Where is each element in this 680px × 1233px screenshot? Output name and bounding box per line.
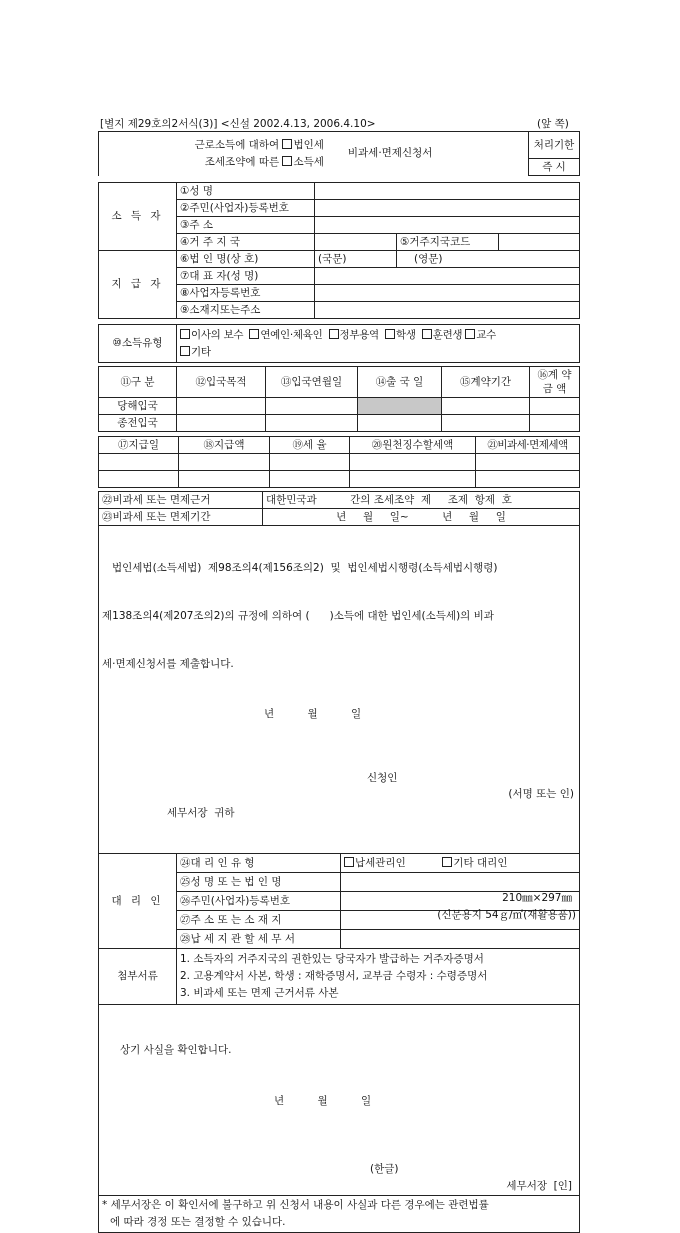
income-type-label: ⑩소득유형: [99, 325, 177, 363]
agent-tax-office-label: ㉘납 세 지 관 할 세 무 서: [177, 930, 341, 949]
opt-student-checkbox[interactable]: [385, 329, 395, 339]
residence-country-field[interactable]: [315, 234, 397, 251]
paper-spec: (신문용지 54ｇ/㎡(재활용품)): [437, 909, 576, 921]
payer-label: 지 급 자: [99, 251, 177, 319]
entry-cell[interactable]: [266, 398, 358, 415]
form-number: [별지 제29호의2서식(3)] <신설 2002.4.13, 2006.4.10>: [100, 118, 376, 130]
income-tax-label: 소득세: [293, 155, 324, 168]
confirm-chief: 세무서장 [인]: [506, 1180, 573, 1192]
addressee: 세무서장 귀하: [167, 807, 235, 819]
attachment-item: 1. 소득자의 거주지국의 권한있는 당국자가 발급하는 거주자증명서: [180, 953, 484, 965]
confirm-hangul: (한글): [370, 1163, 399, 1175]
confirm-text: 상기 사실을 확인합니다.: [120, 1044, 232, 1056]
opt-professor-checkbox[interactable]: [465, 329, 475, 339]
note-line1: * 세무서장은 이 확인서에 불구하고 위 신청서 내용이 사실과 다른 경우에는 관련법률: [102, 1199, 489, 1211]
main-table: [98, 491, 580, 1233]
page-side: (앞 쪽): [537, 118, 569, 130]
attachments-list: [177, 949, 580, 1005]
other-agent-label: 기타 대리인: [453, 856, 508, 869]
attachment-item: 3. 비과세 또는 면제 근거서류 사본: [180, 987, 339, 999]
other-agent-checkbox[interactable]: [442, 857, 452, 867]
opt-entertainer: 연예인·체육인: [260, 328, 323, 341]
opt-entertainer-checkbox[interactable]: [249, 329, 259, 339]
agent-tax-office-field[interactable]: [341, 930, 580, 949]
paper-size: 210㎜×297㎜: [502, 892, 572, 904]
pay-header-exempt: ㉑비과세·면제세액: [476, 437, 580, 454]
agent-id-label: ㉖주민(사업자)등록번호: [177, 892, 341, 911]
entry-cell[interactable]: [442, 415, 530, 432]
name-field[interactable]: [315, 183, 580, 200]
opt-trainee: 훈련생: [432, 328, 463, 341]
representative-field[interactable]: [315, 268, 580, 285]
opt-trainee-checkbox[interactable]: [422, 329, 432, 339]
note-line2: 에 따라 경정 또는 결정할 수 있습니다.: [110, 1216, 286, 1228]
pay-cell[interactable]: [179, 454, 270, 471]
pay-cell[interactable]: [350, 454, 476, 471]
korean-label: (국문): [318, 252, 347, 265]
title-cell: [99, 132, 529, 176]
pay-header-date: ⑰지급일: [99, 437, 179, 454]
pay-cell[interactable]: [99, 471, 179, 488]
korean-name-field[interactable]: [315, 251, 397, 268]
opt-gov-service-checkbox[interactable]: [329, 329, 339, 339]
basis-text: 대한민국과 간의 조세조약 제 조제 항제 호: [263, 492, 580, 509]
entry-row-current-label: 당해입국: [99, 398, 177, 415]
entry-cell[interactable]: [177, 415, 266, 432]
income-type-options: [177, 325, 580, 363]
confirm-cell: [99, 1005, 580, 1196]
tax-agent-label: 납세관리인: [355, 856, 406, 869]
entry-header-entry-date: ⑬입국연월일: [266, 367, 358, 398]
processing-period-value: 즉 시: [529, 159, 580, 176]
residence-code-field[interactable]: [499, 234, 580, 251]
entry-header-contract-period: ⑮계약기간: [442, 367, 530, 398]
pay-cell[interactable]: [179, 471, 270, 488]
agent-name-field[interactable]: [341, 873, 580, 892]
english-label: (영문): [414, 252, 443, 265]
agent-label: 대 리 인: [99, 854, 177, 949]
corp-tax-checkbox[interactable]: [282, 139, 292, 149]
pay-cell[interactable]: [350, 471, 476, 488]
entry-header-departure: ⑭출 국 일: [358, 367, 442, 398]
title-table: [98, 131, 580, 176]
english-name-field[interactable]: [397, 251, 580, 268]
payer-location-field[interactable]: [315, 302, 580, 319]
agent-name-label: ㉕성 명 또 는 법 인 명: [177, 873, 341, 892]
attachment-item: 2. 고용계약서 사본, 학생 : 재학증명서, 교부금 수령자 : 수령증명서: [180, 970, 488, 982]
corp-tax-label: 법인세: [293, 138, 324, 151]
entry-header-purpose: ⑫입국목적: [177, 367, 266, 398]
pay-header-withholding: ⑳원천징수할세액: [350, 437, 476, 454]
pay-header-amount: ⑱지급액: [179, 437, 270, 454]
id-no-field[interactable]: [315, 200, 580, 217]
entry-table: [98, 366, 580, 432]
opt-other-checkbox[interactable]: [180, 346, 190, 356]
opt-gov-service: 정부용역: [339, 328, 379, 341]
period-text: 년 월 일~ 년 월 일: [263, 509, 580, 526]
entry-row-previous-label: 종전입국: [99, 415, 177, 432]
opt-director-checkbox[interactable]: [180, 329, 190, 339]
agent-type-label: ㉔대 리 인 유 형: [177, 854, 341, 873]
title-line2-prefix: 조세조약에 따른: [204, 155, 280, 168]
basis-label: ㉒비과세 또는 면제근거: [99, 492, 263, 509]
opt-professor: 교수: [476, 328, 497, 341]
entry-cell[interactable]: [266, 415, 358, 432]
address-field[interactable]: [315, 217, 580, 234]
attachments-label: 첨부서류: [99, 949, 177, 1005]
entry-header-contract-amount: ⑯계 약 금 액: [530, 367, 580, 398]
entry-header-type: ⑪구 분: [99, 367, 177, 398]
opt-other: 기타: [191, 345, 211, 358]
sign-label: (서명 또는 인): [508, 788, 575, 800]
declaration-line1: 법인세법(소득세법) 제98조의4(제156조의2) 및 법인세법시행령(소득세법시행령): [112, 562, 498, 574]
parties-table: [98, 182, 580, 319]
agent-type-options: [341, 854, 580, 873]
payer-location-label: ⑨소재지또는주소: [177, 302, 315, 319]
biz-no-label: ⑧사업자등록번호: [177, 285, 315, 302]
opt-student: 학생: [395, 328, 416, 341]
declaration-line3: 세·면제신청서를 제출합니다.: [102, 658, 234, 670]
entry-cell[interactable]: [530, 398, 580, 415]
income-type-table: [98, 324, 580, 363]
name-label: ①성 명: [177, 183, 315, 200]
note-cell: [99, 1196, 580, 1233]
income-tax-checkbox[interactable]: [282, 156, 292, 166]
entry-cell[interactable]: [177, 398, 266, 415]
address-label: ③주 소: [177, 217, 315, 234]
processing-period-label: 처리기한: [529, 132, 580, 159]
applicant-label: 신청인: [367, 772, 398, 784]
corp-name-label: ⑥법 인 명(상 호): [177, 251, 315, 268]
form-title: 비과세·면제신청서: [347, 147, 433, 160]
opt-director: 이사의 보수: [191, 328, 244, 341]
pay-cell[interactable]: [270, 454, 350, 471]
pay-cell[interactable]: [476, 471, 580, 488]
confirm-date: 년 월 일: [274, 1095, 372, 1107]
agent-address-label: ㉗주 소 또 는 소 재 지: [177, 911, 341, 930]
entry-cell[interactable]: [530, 415, 580, 432]
residence-code-label: ⑤거주지국코드: [397, 234, 499, 251]
declaration-cell: [99, 526, 580, 854]
entry-cell[interactable]: [358, 415, 442, 432]
residence-country-label: ④거 주 지 국: [177, 234, 315, 251]
representative-label: ⑦대 표 자(성 명): [177, 268, 315, 285]
tax-agent-checkbox[interactable]: [344, 857, 354, 867]
entry-cell[interactable]: [442, 398, 530, 415]
payment-table: [98, 436, 580, 488]
pay-header-rate: ⑲세 율: [270, 437, 350, 454]
declaration-line2: 제138조의4(제207조의2)의 규정에 의하여 ( )소득에 대한 법인세(소득세)의 비과: [102, 610, 494, 622]
period-label: ㉓비과세 또는 면제기간: [99, 509, 263, 526]
pay-cell[interactable]: [99, 454, 179, 471]
title-line1-prefix: 근로소득에 대하여: [194, 138, 280, 151]
entry-cell-shaded: [358, 398, 442, 415]
declaration-date: 년 월 일: [264, 708, 362, 720]
income-earner-label: 소 득 자: [99, 183, 177, 251]
pay-cell[interactable]: [270, 471, 350, 488]
pay-cell[interactable]: [476, 454, 580, 471]
biz-no-field[interactable]: [315, 285, 580, 302]
id-no-label: ②주민(사업자)등록번호: [177, 200, 315, 217]
